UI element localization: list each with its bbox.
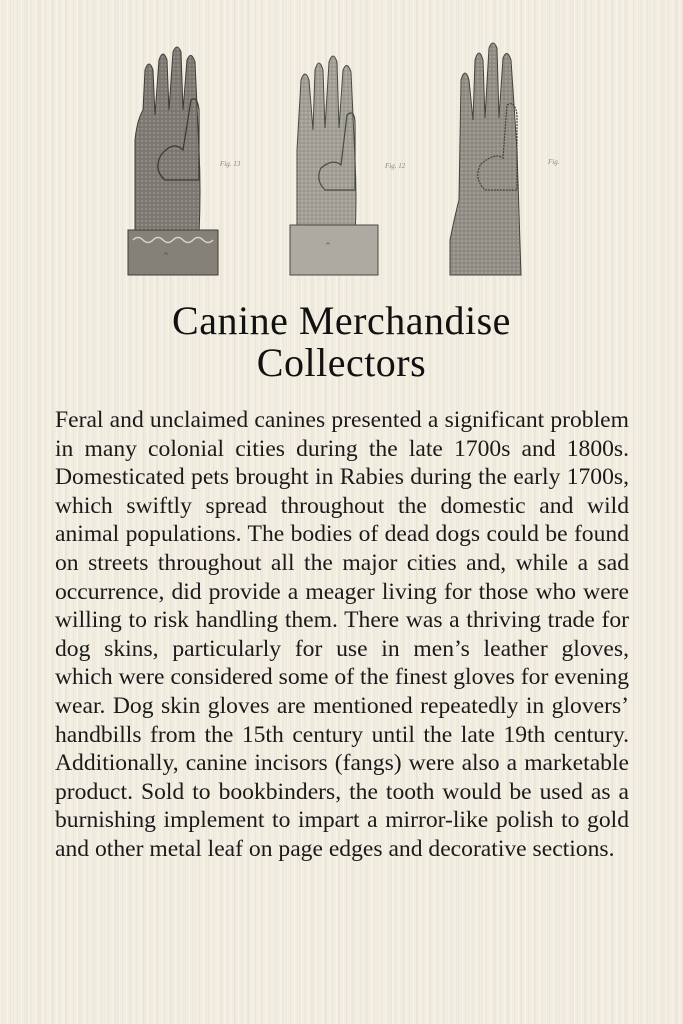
svg-text:^: ^ — [325, 242, 331, 250]
glove-figure-11 — [445, 40, 545, 280]
page-title — [0, 300, 683, 384]
title-line-1: Canine Merchandise — [172, 298, 511, 343]
svg-text:^: ^ — [163, 252, 169, 260]
article-body — [55, 406, 629, 864]
title-line-2: Collectors — [256, 340, 427, 385]
body-paragraph: Feral and unclaimed canines presented a significant problem in many colonial cities during the late 1700s and 1800s. Domesticated pets brought in Rabies during the early 1700s, which swiftly spread throughout the domestic and wild animal populations. The bodies of dead dogs could be found on streets throughout all the major cities and, while a sad occurrence, did provide a meager living for those who were willing to risk handling them. There was a thriving trade for dog skins, particularly for use in men’s leather gloves, which were considered some of the finest gloves for evening wear. Dog skin gloves are mentioned repeatedly in glovers’ handbills from the 15th century until the late 19th century. Additionally, canine incisors (fangs) were also a marketable product. Sold to bookbinders, the tooth would be used as a burnishing implement to impart a mirror-like polish to gold and other metal leaf on page edges and decorative sections. — [55, 407, 629, 862]
glove-illustration — [120, 40, 570, 285]
fig-label-1: Fig. 13 — [220, 160, 241, 168]
fig-label-2: Fig. 12 — [385, 162, 406, 170]
fig-label-3: Fig. — [548, 158, 560, 166]
glove-figure-12 — [285, 40, 385, 280]
glove-figure-13 — [125, 40, 225, 280]
